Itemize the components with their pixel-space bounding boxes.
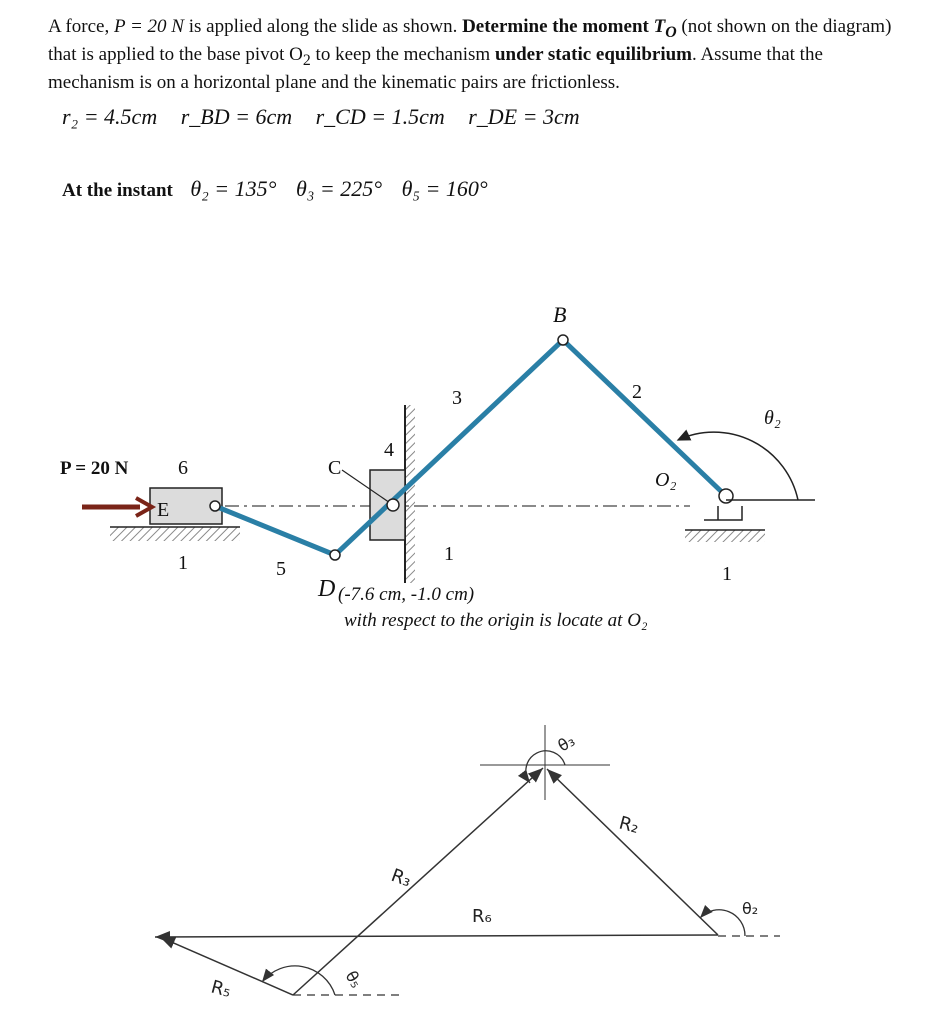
d-coords-label: (-7.6 cm, -1.0 cm) xyxy=(338,584,475,605)
link5-label: 5 xyxy=(276,558,286,580)
given-theta2: θ₂ = 135° xyxy=(190,176,277,201)
point-O2-label: O₂ xyxy=(655,469,677,491)
ground-hatch-right xyxy=(685,530,765,542)
force-value: P = 20 N xyxy=(113,16,184,37)
ground1c-label: 1 xyxy=(722,563,732,585)
theta2-arc-vector xyxy=(700,910,745,936)
theta3-vec-label: θ₃ xyxy=(554,730,579,756)
vector-R3 xyxy=(293,768,543,995)
given-rDE: r_DE = 3cm xyxy=(468,104,580,129)
theta2-label: θ₂ xyxy=(764,407,781,429)
problem-emphasis: under static equilibrium xyxy=(494,43,692,65)
link-2 xyxy=(563,340,726,496)
given-theta3: θ₃ = 225° xyxy=(295,176,383,201)
link3-label: 3 xyxy=(452,387,462,409)
problem-text: to keep the mechanism xyxy=(310,43,495,65)
problem-text: (not shown on the diagram) that is applied to the base pivot O xyxy=(48,16,892,65)
vertical-guide-hatch xyxy=(405,405,415,583)
point-D-label: D xyxy=(318,576,336,602)
R2-label: R₂ xyxy=(616,812,642,838)
o2-bracket xyxy=(704,506,742,520)
instant-label: At the instant xyxy=(62,180,173,201)
ground-hatch-left xyxy=(110,527,240,541)
point-C-label: C xyxy=(328,457,342,479)
mechanism-diagram xyxy=(60,302,815,631)
point-E-label: E xyxy=(157,499,170,521)
R5-label: R₅ xyxy=(208,976,234,1002)
problem-text: . Assume that the mechanism is on a horizontal plane and the kinematic pairs are frictionless. xyxy=(48,43,823,93)
point-B-label: B xyxy=(553,302,567,327)
link2-label: 2 xyxy=(632,381,642,403)
joint-O2 xyxy=(719,489,733,503)
pivot-subscript: 2 xyxy=(302,51,311,69)
joint-B xyxy=(558,335,568,345)
vector-R2 xyxy=(547,769,718,935)
theta5-vec-label: θ₅ xyxy=(341,967,367,992)
ground1a-label: 1 xyxy=(178,552,188,574)
R6-label: R₆ xyxy=(472,906,492,927)
force-label: P = 20 N xyxy=(60,458,129,479)
torque-symbol: T xyxy=(653,16,666,37)
vector-R6 xyxy=(155,935,718,937)
link4-label: 4 xyxy=(384,439,394,461)
link6-label: 6 xyxy=(178,457,188,479)
link-3 xyxy=(335,340,563,555)
joint-C xyxy=(387,499,399,511)
given-theta5: θ₅ = 160° xyxy=(401,176,488,201)
joint-D xyxy=(330,550,340,560)
R3-label: R₃ xyxy=(388,864,415,892)
problem-text: is applied along the slide as shown. xyxy=(183,16,463,37)
problem-emphasis: Determine the moment xyxy=(462,16,654,37)
given-rBD: r_BD = 6cm xyxy=(180,104,293,129)
torque-subscript: O xyxy=(665,23,677,41)
problem-text: A force, xyxy=(48,16,114,37)
d-note-label: with respect to the origin is locate at O₂ xyxy=(344,610,648,631)
given-r2: r₂ = 4.5cm xyxy=(62,104,158,129)
ground1b-label: 1 xyxy=(444,543,454,565)
vector-loop-diagram xyxy=(155,725,780,1002)
theta2-vec-label: θ₂ xyxy=(742,899,759,918)
given-rCD: r_CD = 1.5cm xyxy=(315,104,445,129)
joint-E xyxy=(210,501,220,511)
